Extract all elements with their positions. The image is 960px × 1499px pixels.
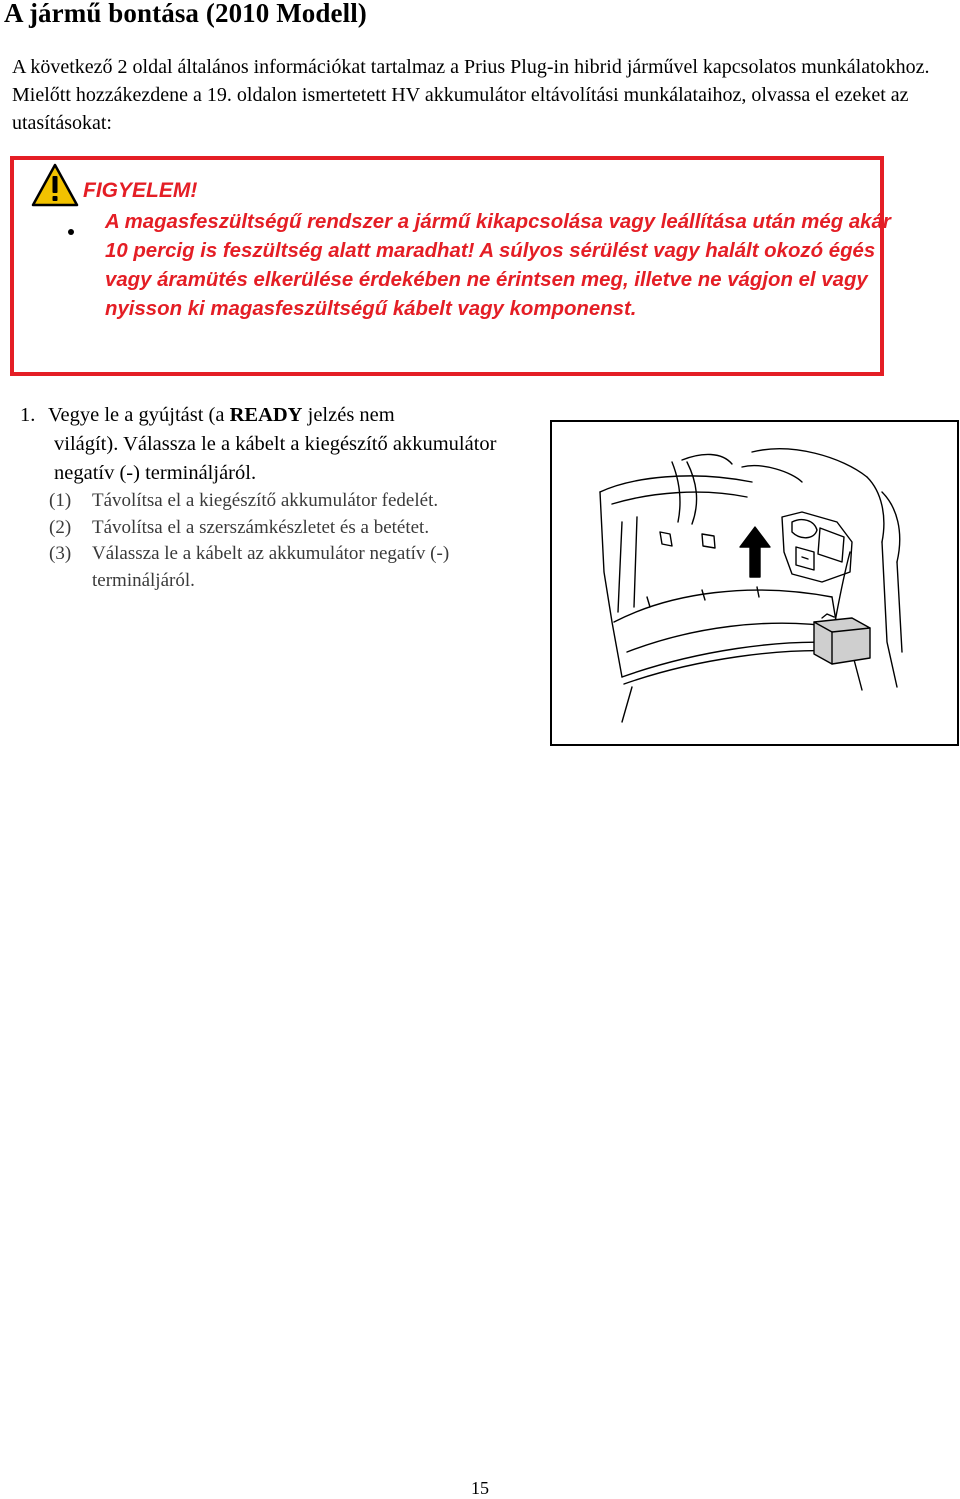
substep-text: Távolítsa el a szerszámkészletet és a betétet. [92,516,430,538]
arrow-up-icon [740,527,770,577]
substep-number: (3) [49,543,72,564]
warning-box [10,156,891,376]
warning-heading: FIGYELEM! [83,179,198,202]
step-text-before: Vegye le a gyújtást (a [48,404,225,426]
ready-label: READY [229,404,303,426]
warning-triangle-icon [31,163,79,207]
substep-list [49,488,549,594]
substep-number: (1) [49,490,72,511]
substep-text: Válassza le a kábelt az akkumulátor negatív (-) terminálјáról. [92,543,450,591]
intro-paragraph: A következő 2 oldal általános információkat tartalmaz a Prius Plug-in hibrid járművel kapcsolatos munkálatokhoz. Mielőtt hozzákezdene a 19. oldalon ismertetett HV akkumulátor eltávolítási munkálataihoz, olvassa el ezeket az utasításokat: [12,56,930,134]
page-number: 15 [471,1478,489,1498]
substep-text: Távolítsa el a kiegészítő akkumulátor fedelét. [92,490,439,511]
page-title: A jármű bontása (2010 Modell) [4,0,367,28]
battery-icon [814,614,870,664]
substep-number: (2) [49,516,72,538]
step-text-continued: világít). Válassza le a kábelt a kiegészítő akkumulátor negatív (-) terminálјáról. [54,433,497,484]
substep-3 [49,541,549,594]
warning-text: A magasfeszültségű rendszer a jármű kikapcsolása vagy leállítása után még akár 10 percig is feszültség alatt maradhat! A súlyos sérülést vagy halált okozó égés vagy áramütés elkerülése érdekében ne érintsen meg, illetve ne vágjon el vagy nyisson ki magasfeszültségű kábelt vagy komponenst. [105,211,891,320]
substep-2 [49,515,549,542]
step-1 [20,401,530,488]
step-text-after: jelzés nem [307,404,395,426]
bullet-dot [68,229,74,235]
step-number: 1. [20,404,36,426]
trunk-battery-figure [550,420,959,746]
car-trunk-illustration [552,422,957,744]
substep-1 [49,488,549,515]
